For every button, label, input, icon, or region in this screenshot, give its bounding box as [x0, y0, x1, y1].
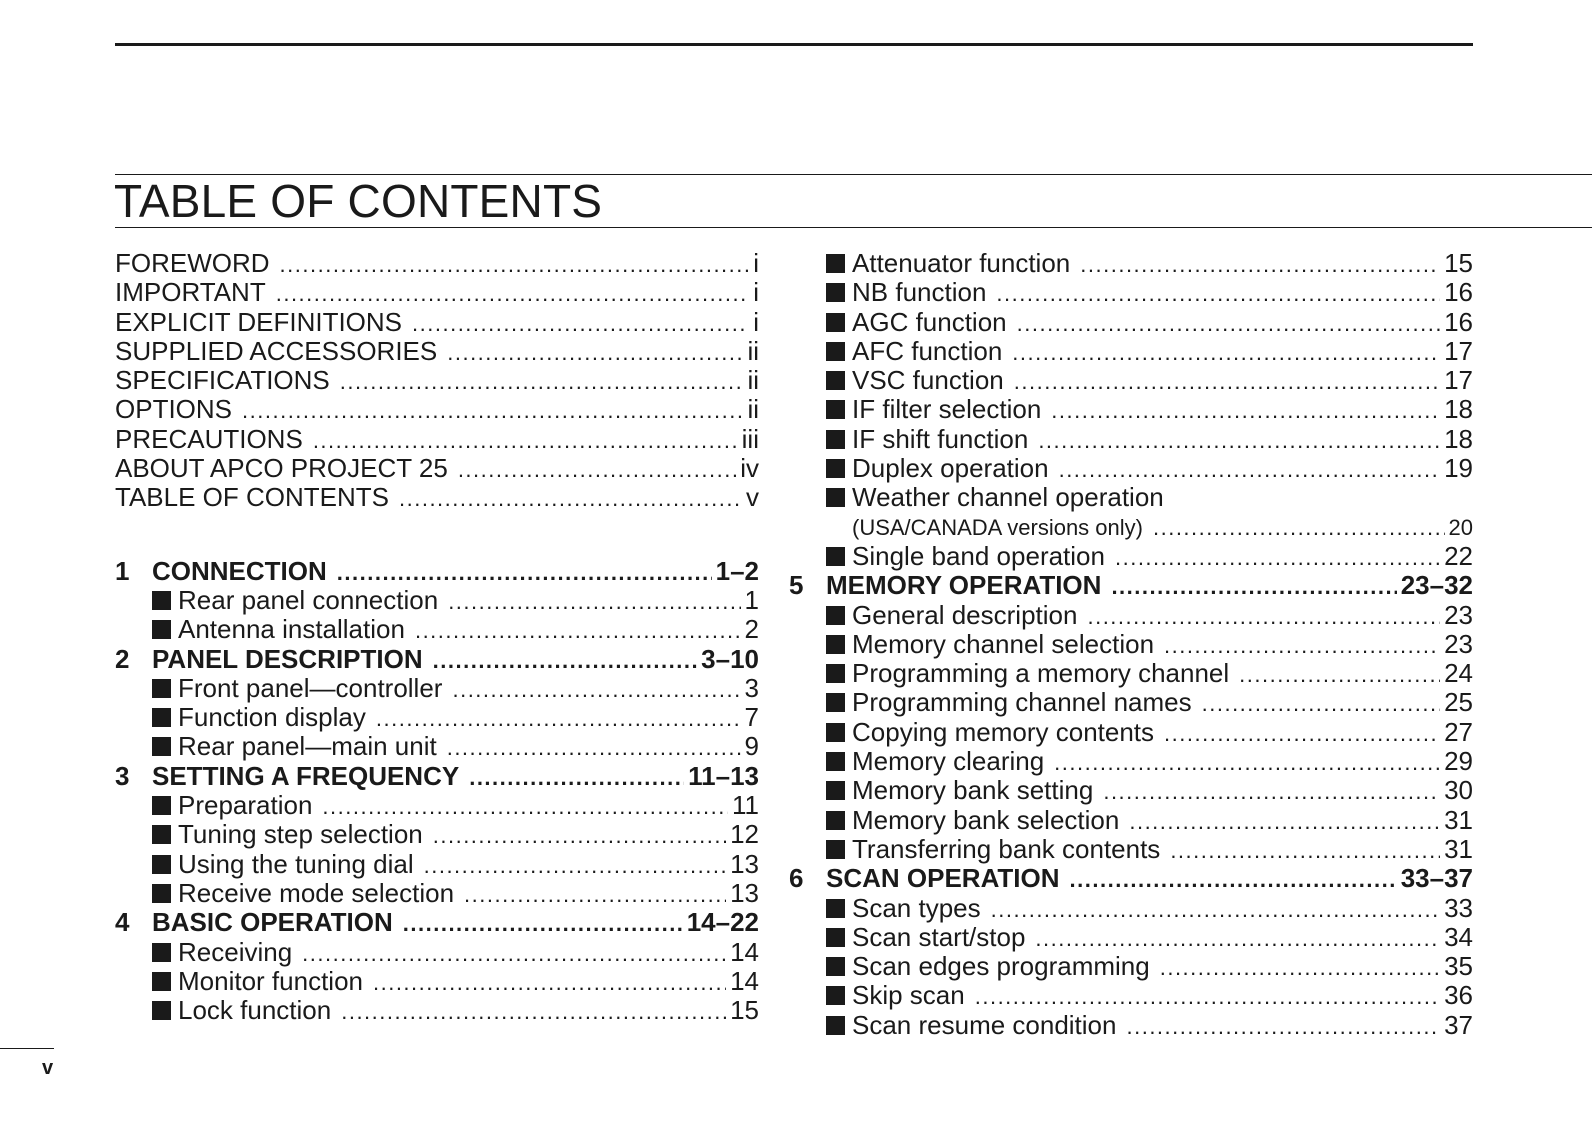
toc-subentry[interactable]	[826, 1011, 1473, 1040]
entry-page: 9	[744, 731, 759, 762]
entry-page: 23	[1444, 599, 1473, 630]
entry-label: Antenna installation	[178, 614, 405, 645]
toc-subentry[interactable]	[826, 659, 1473, 688]
dot-leader	[1111, 572, 1396, 601]
entry-label: Memory bank setting	[852, 775, 1094, 806]
toc-subentry[interactable]	[826, 981, 1473, 1010]
entry-page: 19	[1444, 453, 1473, 484]
entry-label: Weather channel operation	[852, 482, 1164, 513]
bullet-square-icon	[152, 737, 171, 756]
entry-label: Memory channel selection	[852, 628, 1155, 659]
dot-leader	[1170, 836, 1440, 865]
title-rule-bottom	[115, 227, 1592, 228]
toc-subentry[interactable]	[115, 996, 759, 1025]
entry-label: SETTING A FREQUENCY	[152, 760, 460, 791]
entry-label: Function display	[178, 702, 366, 733]
entry-label: Rear panel connection	[178, 584, 439, 615]
entry-label: Scan edges programming	[852, 951, 1150, 982]
entry-label: Duplex operation	[852, 453, 1049, 484]
dot-leader	[447, 733, 741, 762]
bullet-square-icon	[826, 342, 845, 361]
entry-label: Programming channel names	[852, 687, 1192, 718]
toc-subentry[interactable]	[826, 395, 1473, 424]
dot-leader	[341, 997, 726, 1026]
toc-subentry[interactable]	[826, 249, 1473, 278]
bullet-square-icon	[826, 635, 845, 654]
dot-leader	[975, 982, 1440, 1011]
chapter-heading[interactable]	[115, 557, 759, 586]
entry-label: Single band operation	[852, 540, 1105, 571]
toc-entry[interactable]	[115, 425, 759, 454]
entry-page: 31	[1444, 804, 1473, 835]
entry-page: 11	[732, 790, 759, 821]
toc-subentry[interactable]	[826, 894, 1473, 923]
toc-subentry[interactable]	[826, 454, 1473, 483]
bullet-square-icon	[826, 400, 845, 419]
entry-page: 1–2	[715, 555, 759, 586]
entry-page: 17	[1444, 335, 1473, 366]
entry-label: Transferring bank contents	[852, 833, 1161, 864]
dot-leader	[458, 455, 736, 484]
entry-page: i	[753, 277, 759, 308]
entry-page: v	[746, 482, 759, 513]
toc-entry[interactable]	[115, 308, 759, 337]
bullet-square-icon	[826, 752, 845, 771]
toc-subentry[interactable]	[826, 718, 1473, 747]
entry-page: 23	[1444, 628, 1473, 659]
toc-subentry[interactable]	[826, 483, 1473, 512]
dot-leader	[1115, 543, 1440, 572]
page-number: v	[42, 1057, 54, 1079]
entry-label: FOREWORD	[115, 248, 270, 278]
entry-page: 35	[1444, 951, 1473, 982]
entry-page: 29	[1444, 746, 1473, 777]
chapter-heading[interactable]	[789, 570, 1473, 601]
dot-leader	[1035, 924, 1440, 953]
dot-leader	[302, 939, 726, 968]
toc-subentry[interactable]	[115, 967, 759, 996]
toc-entry[interactable]	[115, 366, 759, 395]
page-title: TABLE OF CONTENTS	[114, 175, 603, 227]
entry-label: PRECAUTIONS	[115, 423, 303, 454]
entry-label: SPECIFICATIONS	[115, 365, 330, 396]
bullet-square-icon	[826, 899, 845, 918]
toc-subentry[interactable]	[115, 879, 759, 908]
entry-label: EXPLICIT DEFINITIONS	[115, 306, 403, 337]
dot-leader	[1038, 426, 1440, 455]
dot-leader	[996, 279, 1440, 308]
entry-label: Front panel—controller	[178, 672, 443, 703]
chapter-number: 4	[115, 907, 130, 938]
entry-page: 33	[1444, 892, 1473, 923]
entry-label: IF shift function	[852, 423, 1029, 454]
chapter-number: 6	[789, 863, 804, 894]
bullet-square-icon	[152, 796, 171, 815]
entry-label: IF ﬁlter selection	[852, 394, 1042, 425]
bullet-square-icon	[826, 488, 845, 507]
toc-entry[interactable]	[115, 454, 759, 483]
dot-leader	[1160, 953, 1440, 982]
entry-page: 20	[1448, 514, 1473, 540]
entry-label: Receiving	[178, 936, 293, 967]
toc-subentry[interactable]	[826, 542, 1473, 571]
bullet-square-icon	[826, 283, 845, 302]
dot-leader	[1164, 631, 1440, 660]
entry-page: 15	[730, 995, 759, 1026]
bullet-square-icon	[826, 254, 845, 273]
bullet-square-icon	[826, 1016, 845, 1035]
chapter-heading[interactable]	[115, 645, 759, 674]
entry-page: 22	[1444, 540, 1473, 571]
entry-page: 16	[1444, 306, 1473, 337]
entry-page: 13	[730, 877, 759, 908]
dot-leader	[1239, 660, 1440, 689]
dot-leader	[991, 895, 1440, 924]
dot-leader	[1087, 602, 1440, 631]
toc-subentry[interactable]	[826, 425, 1473, 454]
entry-page: 3	[744, 672, 759, 703]
bullet-square-icon	[826, 957, 845, 976]
toc-subentry[interactable]	[826, 923, 1473, 952]
entry-page: 31	[1444, 833, 1473, 864]
entry-page: 11–13	[688, 760, 759, 791]
chapter-number: 2	[115, 643, 130, 674]
entry-label: AFC function	[852, 335, 1003, 366]
header-top-rule	[115, 43, 1473, 46]
dot-leader	[1153, 513, 1445, 542]
toc-right-column	[789, 248, 1473, 1040]
dot-leader	[403, 909, 683, 938]
toc-subentry[interactable]	[115, 732, 759, 761]
dot-leader	[448, 587, 740, 616]
bullet-square-icon	[826, 693, 845, 712]
entry-page: 18	[1444, 423, 1473, 454]
dot-leader	[337, 558, 712, 587]
bullet-square-icon	[826, 430, 845, 449]
entry-page: i	[753, 248, 759, 278]
entry-page: 37	[1444, 1009, 1473, 1040]
dot-leader	[280, 250, 750, 279]
entry-label: Skip scan	[852, 980, 965, 1011]
entry-label: Programming a memory channel	[852, 658, 1230, 689]
bullet-square-icon	[826, 811, 845, 830]
bullet-square-icon	[152, 825, 171, 844]
toc-subentry[interactable]	[826, 688, 1473, 717]
bullet-square-icon	[826, 986, 845, 1005]
toc-entry[interactable]	[115, 278, 759, 307]
toc-subentry[interactable]	[115, 938, 759, 967]
toc-subentry[interactable]	[826, 308, 1473, 337]
toc-subentry[interactable]	[826, 366, 1473, 395]
toc-subentry[interactable]	[115, 820, 759, 849]
bullet-square-icon	[826, 928, 845, 947]
bullet-square-icon	[152, 884, 171, 903]
entry-label: BASIC OPERATION	[152, 907, 393, 938]
dot-leader	[276, 279, 750, 308]
entry-page: iii	[741, 423, 759, 454]
entry-page: 16	[1444, 277, 1473, 308]
entry-page: 14–22	[686, 907, 759, 938]
chapter-number: 3	[115, 760, 130, 791]
entry-page: ii	[747, 335, 759, 366]
entry-page: 15	[1444, 248, 1473, 278]
entry-label: Scan start/stop	[852, 921, 1026, 952]
dot-leader	[1202, 689, 1440, 718]
chapter-heading[interactable]	[115, 908, 759, 937]
toc-subentry[interactable]	[826, 601, 1473, 630]
entry-label: SCAN OPERATION	[826, 863, 1060, 894]
bullet-square-icon	[826, 606, 845, 625]
bullet-square-icon	[152, 972, 171, 991]
dot-leader	[322, 792, 728, 821]
dot-leader	[1070, 865, 1397, 894]
entry-label: Attenuator function	[852, 248, 1071, 278]
dot-leader	[1126, 1012, 1440, 1041]
dot-leader	[1129, 807, 1440, 836]
dot-leader	[1164, 719, 1440, 748]
dot-leader	[452, 675, 740, 704]
entry-label: ABOUT APCO PROJECT 25	[115, 453, 448, 484]
entry-label: Using the tuning dial	[178, 848, 414, 879]
dot-leader	[433, 646, 698, 675]
entry-page: 25	[1444, 687, 1473, 718]
entry-label: NB function	[852, 277, 987, 308]
entry-page: ii	[747, 394, 759, 425]
entry-page: 13	[730, 848, 759, 879]
toc-subentry[interactable]	[826, 776, 1473, 805]
bullet-square-icon	[152, 855, 171, 874]
entry-label: Rear panel—main unit	[178, 731, 437, 762]
toc-subentry[interactable]	[826, 952, 1473, 981]
bullet-square-icon	[826, 313, 845, 332]
dot-leader	[242, 396, 743, 425]
chapter-number: 5	[789, 570, 804, 601]
toc-entry[interactable]	[115, 483, 759, 512]
entry-label: Memory bank selection	[852, 804, 1120, 835]
dot-leader	[433, 821, 726, 850]
entry-label: (USA/CANADA versions only)	[852, 514, 1143, 540]
entry-label: AGC function	[852, 306, 1007, 337]
bullet-square-icon	[826, 840, 845, 859]
toc-subentry[interactable]	[826, 835, 1473, 864]
entry-page: 7	[744, 702, 759, 733]
entry-label: VSC function	[852, 365, 1004, 396]
entry-label: OPTIONS	[115, 394, 233, 425]
entry-page: 33–37	[1400, 863, 1473, 894]
dot-leader	[1054, 748, 1440, 777]
entry-page: 18	[1444, 394, 1473, 425]
toc-subentry[interactable]	[115, 615, 759, 644]
entry-page: 34	[1444, 921, 1473, 952]
dot-leader	[1012, 338, 1440, 367]
entry-label: MEMORY OPERATION	[826, 570, 1102, 601]
entry-label: Monitor function	[178, 965, 363, 996]
bullet-square-icon	[152, 1001, 171, 1020]
dot-leader	[340, 367, 744, 396]
entry-label: Preparation	[178, 790, 313, 821]
entry-page: ii	[747, 365, 759, 396]
bullet-square-icon	[826, 459, 845, 478]
entry-page: 2	[744, 614, 759, 645]
dot-leader	[469, 763, 684, 792]
entry-label: Scan types	[852, 892, 981, 923]
bullet-square-icon	[152, 943, 171, 962]
left-chapter-list	[115, 557, 759, 1026]
dot-leader	[1080, 250, 1440, 279]
entry-label: Tuning step selection	[178, 819, 423, 850]
toc-subentry[interactable]	[826, 337, 1473, 366]
toc-entry[interactable]	[115, 395, 759, 424]
toc-subentry-continuation[interactable]	[826, 513, 1473, 542]
toc-subentry[interactable]	[115, 703, 759, 732]
entry-page: 24	[1444, 658, 1473, 689]
dot-leader	[313, 426, 738, 455]
bullet-square-icon	[152, 591, 171, 610]
dot-leader	[399, 484, 742, 513]
entry-label: Scan resume condition	[852, 1009, 1117, 1040]
chapter-heading[interactable]	[789, 863, 1473, 894]
entry-page: 27	[1444, 716, 1473, 747]
dot-leader	[1017, 309, 1440, 338]
entry-label: Copying memory contents	[852, 716, 1155, 747]
toc-entry[interactable]	[115, 249, 759, 278]
entry-page: 3–10	[701, 643, 759, 674]
dot-leader	[1014, 367, 1440, 396]
bullet-square-icon	[826, 547, 845, 566]
toc-subentry[interactable]	[826, 806, 1473, 835]
chapter-heading[interactable]	[115, 762, 759, 791]
footer-rule	[0, 1048, 54, 1049]
dot-leader	[412, 309, 749, 338]
entry-page: 12	[730, 819, 759, 850]
dot-leader	[415, 616, 741, 645]
entry-label: TABLE OF CONTENTS	[115, 482, 389, 513]
entry-label: SUPPLIED ACCESSORIES	[115, 335, 438, 366]
toc-left-column	[115, 249, 759, 1025]
bullet-square-icon	[826, 664, 845, 683]
entry-page: 14	[730, 936, 759, 967]
bullet-square-icon	[152, 679, 171, 698]
entry-page: 1	[744, 584, 759, 615]
bullet-square-icon	[826, 723, 845, 742]
entry-page: 36	[1444, 980, 1473, 1011]
toc-subentry[interactable]	[115, 674, 759, 703]
toc-subentry[interactable]	[826, 747, 1473, 776]
bullet-square-icon	[152, 708, 171, 727]
bullet-square-icon	[152, 620, 171, 639]
toc-subentry[interactable]	[826, 630, 1473, 659]
toc-subentry[interactable]	[115, 791, 759, 820]
entry-label: CONNECTION	[152, 555, 327, 586]
entry-label: Receive mode selection	[178, 877, 455, 908]
chapter-number: 1	[115, 555, 130, 586]
entry-page: iv	[740, 453, 759, 484]
entry-label: PANEL DESCRIPTION	[152, 643, 423, 674]
dot-leader	[424, 851, 726, 880]
dot-leader	[1103, 777, 1440, 806]
toc-entry[interactable]	[115, 337, 759, 366]
front-matter-list	[115, 249, 759, 513]
entry-label: IMPORTANT	[115, 277, 266, 308]
dot-leader	[464, 880, 726, 909]
bullet-square-icon	[826, 781, 845, 800]
entry-page: 14	[730, 965, 759, 996]
toc-subentry[interactable]	[115, 850, 759, 879]
dot-leader	[373, 968, 726, 997]
toc-subentry[interactable]	[115, 586, 759, 615]
dot-leader	[447, 338, 743, 367]
entry-page: 30	[1444, 775, 1473, 806]
entry-page: i	[753, 306, 759, 337]
entry-page: 23–32	[1400, 570, 1473, 601]
dot-leader	[1059, 455, 1441, 484]
entry-label: General description	[852, 599, 1078, 630]
entry-page: 17	[1444, 365, 1473, 396]
dot-leader	[1051, 396, 1440, 425]
entry-label: Memory clearing	[852, 746, 1045, 777]
dot-leader	[376, 704, 741, 733]
bullet-square-icon	[826, 371, 845, 390]
entry-label: Lock function	[178, 995, 332, 1026]
toc-subentry[interactable]	[826, 278, 1473, 307]
